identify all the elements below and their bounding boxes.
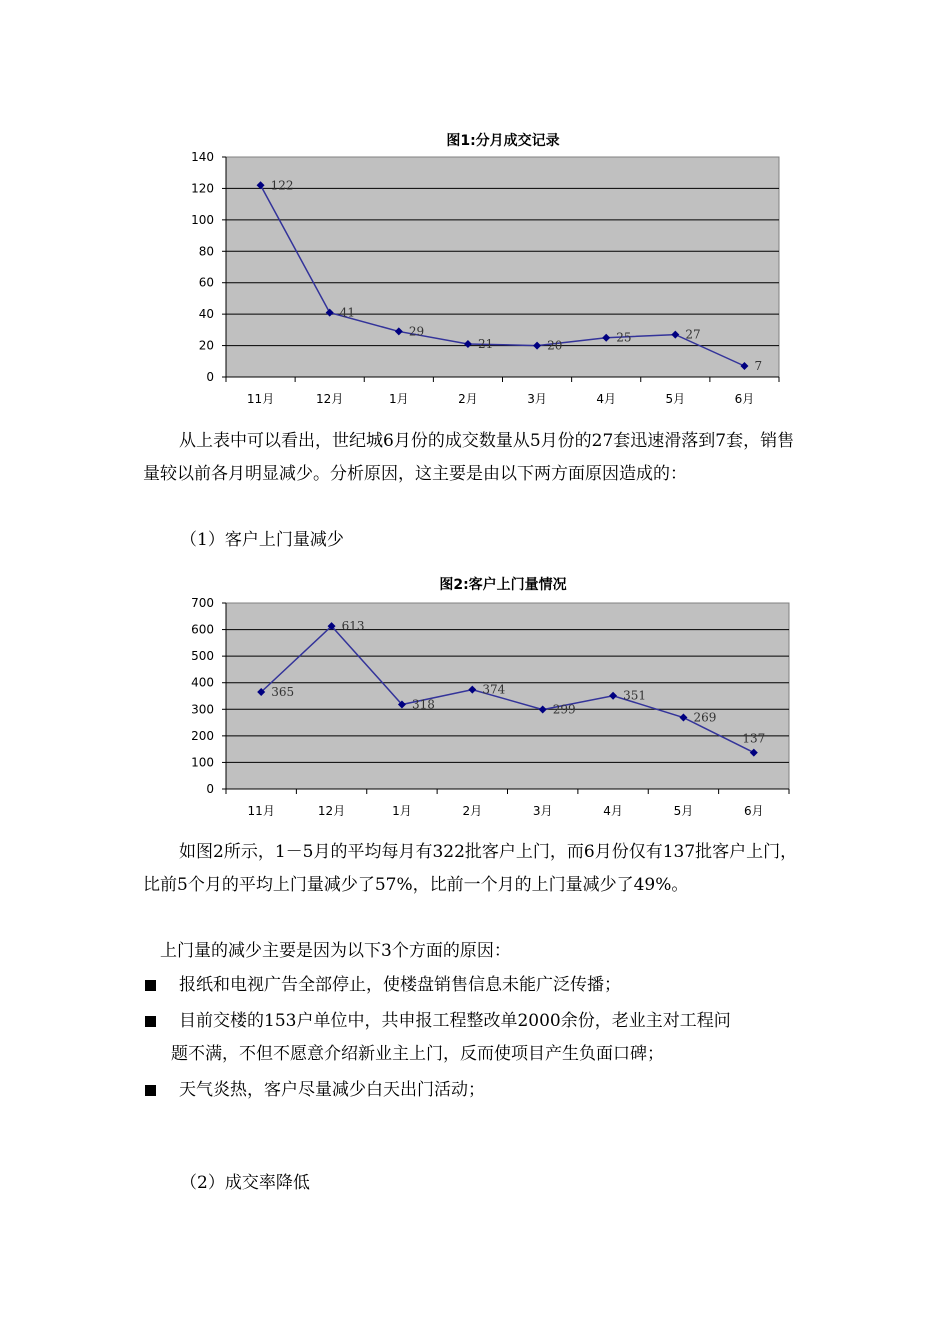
data-label: 374 xyxy=(482,682,506,697)
section-heading-conversion: （2）成交率降低 xyxy=(180,1173,310,1193)
data-label: 269 xyxy=(693,710,717,725)
y-tick-label: 40 xyxy=(198,307,214,322)
y-tick-label: 500 xyxy=(191,649,214,664)
data-label: 318 xyxy=(411,697,435,712)
section-heading-visitors: （1）客户上门量减少 xyxy=(180,530,344,550)
chart2-title: 图2:客户上门量情况 xyxy=(439,577,567,593)
bullet-item xyxy=(143,1005,813,1071)
y-tick-label: 100 xyxy=(191,755,214,770)
square-bullet-icon xyxy=(145,980,156,991)
plot-area xyxy=(226,603,789,789)
data-label: 25 xyxy=(616,330,632,345)
y-tick-label: 20 xyxy=(198,338,214,353)
data-label: 365 xyxy=(271,685,295,700)
data-label: 122 xyxy=(270,178,294,193)
x-tick-label: 1月 xyxy=(388,392,409,406)
x-tick-label: 11月 xyxy=(247,804,275,818)
x-tick-label: 12月 xyxy=(316,392,344,406)
bullet-text: 天气炎热，客户尽量减少白天出门活动； xyxy=(179,1080,485,1100)
data-label: 351 xyxy=(623,688,646,703)
y-tick-label: 100 xyxy=(191,212,214,227)
y-tick-label: 0 xyxy=(206,782,214,796)
y-tick-label: 80 xyxy=(198,244,214,259)
y-tick-label: 120 xyxy=(191,181,214,196)
x-tick-label: 3月 xyxy=(532,804,553,818)
x-tick-label: 1月 xyxy=(392,804,412,818)
data-label: 41 xyxy=(339,305,355,320)
bullet-text: 报纸和电视广告全部停止，使楼盘销售信息未能广泛传播； xyxy=(179,975,621,995)
data-label: 27 xyxy=(685,327,701,342)
x-tick-label: 12月 xyxy=(317,804,346,818)
paragraph-deal-analysis: 从上表中可以看出，世纪城6月份的成交数量从5月份的27套迅速滑落到7套，销售量较以前各月明显减少。分析原因，这主要是由以下两方面原因造成的： xyxy=(143,431,795,484)
paragraph-visit-analysis: 如图2所示，1－5月的平均每月有322批客户上门，而6月份仅有137批客户上门，比前5个月的平均上门量减少了57%，比前一个月的上门量减少了49%。 xyxy=(143,842,798,895)
y-tick-label: 0 xyxy=(206,370,214,384)
bullet-item xyxy=(143,969,813,1002)
bullet-text-continuation: 题不满，不但不愿意介绍新业主上门，反而使项目产生负面口碑； xyxy=(171,1044,664,1064)
x-tick-label: 2月 xyxy=(462,804,483,818)
y-tick-label: 300 xyxy=(191,702,214,717)
x-tick-label: 5月 xyxy=(673,804,694,818)
data-label: 7 xyxy=(754,359,763,373)
x-tick-label: 3月 xyxy=(527,392,547,406)
x-tick-label: 4月 xyxy=(603,804,623,818)
x-tick-label: 6月 xyxy=(743,804,764,818)
x-tick-label: 2月 xyxy=(458,392,478,406)
y-tick-label: 60 xyxy=(198,275,214,290)
data-label: 29 xyxy=(408,324,425,339)
x-tick-label: 11月 xyxy=(246,392,275,406)
bullet-text: 目前交楼的153户单位中，共申报工程整改单2000余份，老业主对工程问 xyxy=(179,1011,731,1031)
x-tick-label: 4月 xyxy=(596,392,617,406)
x-tick-label: 6月 xyxy=(734,392,755,406)
y-tick-label: 700 xyxy=(191,596,214,610)
data-label: 20 xyxy=(547,338,563,353)
y-tick-label: 140 xyxy=(191,150,214,164)
paragraph-reasons-intro: 上门量的减少主要是因为以下3个方面的原因： xyxy=(160,941,511,961)
data-label: 137 xyxy=(742,731,766,746)
chart1-title: 图1:分月成交记录 xyxy=(446,133,560,149)
square-bullet-icon xyxy=(145,1085,156,1096)
square-bullet-icon xyxy=(145,1016,156,1027)
bullet-item xyxy=(143,1074,813,1107)
y-tick-label: 200 xyxy=(191,728,214,743)
data-label: 613 xyxy=(341,619,365,634)
x-tick-label: 5月 xyxy=(665,392,686,406)
y-tick-label: 400 xyxy=(191,675,214,690)
y-tick-label: 600 xyxy=(191,622,214,637)
data-label: 21 xyxy=(477,337,494,351)
data-label: 299 xyxy=(552,702,576,717)
